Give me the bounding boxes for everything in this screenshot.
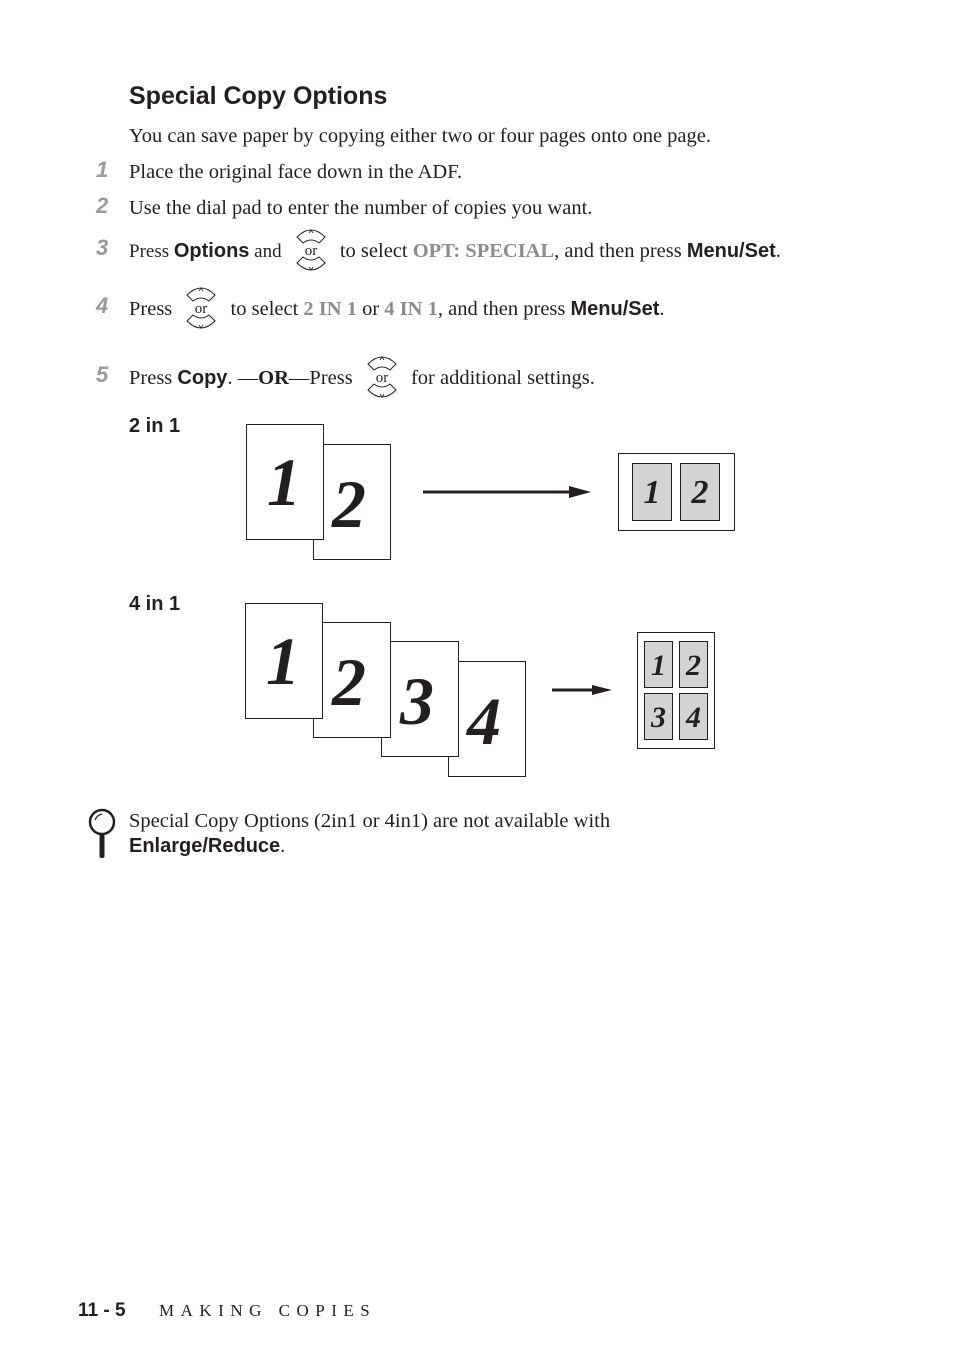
- menu-option-2in1: 2 IN 1: [303, 298, 357, 320]
- options-key: Options: [173, 240, 250, 262]
- diagram-label-4in1: 4 in 1: [129, 593, 181, 615]
- original-page-3: 3: [381, 641, 459, 757]
- result-sheet-2in1: [618, 453, 735, 531]
- step-number-1: 1: [96, 157, 109, 182]
- mini-page-2: 2: [680, 463, 720, 521]
- mini-page-2: 2: [679, 641, 708, 688]
- step-3-text: Press Options and to select OPT: SPECIAL, and then press Menu/Set.: [129, 226, 781, 277]
- original-page-1: 1: [246, 424, 324, 540]
- page-number: 11 - 5: [78, 1300, 126, 1321]
- step-4-text: Press to select 2 IN 1 or 4 IN 1, and then press Menu/Set.: [129, 284, 665, 335]
- note-text-line2: Enlarge/Reduce.: [129, 835, 286, 857]
- navigation-dial-icon: [183, 283, 219, 333]
- original-page-2: 2: [313, 622, 391, 738]
- chapter-title: MAKING COPIES: [159, 1301, 377, 1320]
- original-page-1: 1: [245, 603, 323, 719]
- step-5-text: Press Copy. —OR—Press for additional settings.: [129, 353, 595, 404]
- step-2-text: Use the dial pad to enter the number of copies you want.: [129, 197, 593, 219]
- diagram-label-2in1: 2 in 1: [129, 415, 181, 437]
- step-number-3: 3: [96, 235, 109, 260]
- navigation-dial-icon: [293, 225, 329, 275]
- original-page-4: 4: [448, 661, 526, 777]
- step-number-5: 5: [96, 362, 109, 387]
- menu-option-4in1: 4 IN 1: [384, 298, 438, 320]
- note-text: Special Copy Options (2in1 or 4in1) are not available with: [129, 810, 611, 832]
- mini-page-1: 1: [644, 641, 673, 688]
- step-number-4: 4: [96, 293, 109, 318]
- mini-page-4: 4: [679, 693, 708, 740]
- copy-key: Copy: [177, 367, 228, 389]
- menu-set-key: Menu/Set: [686, 240, 776, 262]
- mini-page-1: 1: [632, 463, 672, 521]
- arrow-icon: [552, 682, 612, 698]
- original-page-2: 2: [313, 444, 391, 560]
- arrow-icon: [423, 483, 591, 501]
- magnifier-note-icon: [86, 808, 118, 860]
- menu-option-opt-special: OPT: SPECIAL: [412, 240, 555, 262]
- result-sheet-4in1: [637, 632, 715, 749]
- menu-set-key: Menu/Set: [570, 298, 660, 320]
- enlarge-reduce-key: Enlarge/Reduce: [129, 835, 281, 857]
- mini-page-3: 3: [644, 693, 673, 740]
- section-heading: Special Copy Options: [129, 82, 388, 110]
- navigation-dial-icon: [364, 352, 400, 402]
- intro-text: You can save paper by copying either two or four pages onto one page.: [129, 125, 712, 147]
- step-1-text: Place the original face down in the ADF.: [129, 161, 463, 183]
- step-number-2: 2: [96, 193, 109, 218]
